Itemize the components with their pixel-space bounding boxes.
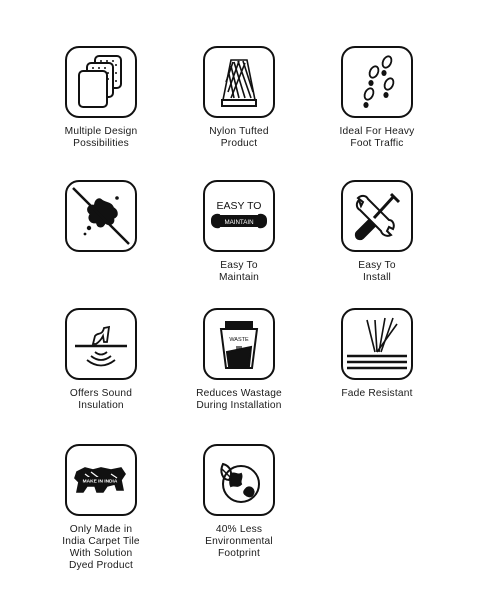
no-stain-icon [65,180,137,252]
label-line: Product [220,138,258,149]
label-line: Environmental [205,536,273,547]
label-line: Multiple Design [64,126,138,137]
label-line: Maintain [218,272,260,283]
feature-label [26,524,176,572]
feature-label [302,388,452,400]
label-line: With Solution [69,548,133,559]
label-line: Install [362,272,391,283]
waste-bin-icon [203,308,275,380]
feature-label [164,524,314,560]
feature-sound-insulation [26,308,176,412]
wrench-maintain-icon [203,180,275,252]
tools-icon [341,180,413,252]
feature-easy-install [302,180,452,284]
label-line: Footprint [217,548,260,559]
label-line: Ideal For Heavy [339,126,415,137]
label-line: Possibilities [73,138,129,149]
feature-label [26,126,176,150]
label-line: Foot Traffic [350,138,404,149]
feature-stain-resistant [26,180,176,252]
feature-label [302,126,452,150]
label-line: Dyed Product [68,560,134,571]
eco-globe-icon [203,444,275,516]
label-line: Easy To [358,260,396,271]
feature-nylon-tufted [164,46,314,150]
feature-multiple-design [26,46,176,150]
yarn-cone-icon [203,46,275,118]
label-line: During Installation [196,400,282,411]
feature-label [164,388,314,412]
label-line: Nylon Tufted [209,126,269,137]
label-line: Insulation [78,400,124,411]
label-line: Easy To [220,260,258,271]
bin-label-text: WASTE [229,337,249,343]
footprints-icon [341,46,413,118]
label-line: India Carpet Tile [62,536,140,547]
badge-top-text: EASY TO [216,200,262,212]
feature-label [302,260,452,284]
feature-reduces-wastage [164,308,314,412]
badge-bottom-text: MAINTAIN [224,219,254,226]
feature-made-in-india [26,444,176,572]
label-line: Only Made in [69,524,133,535]
lion-badge-text: MAKE IN INDIA [82,479,118,485]
fade-resistant-icon [341,308,413,380]
label-line: Offers Sound [69,388,133,399]
feature-heavy-foot-traffic [302,46,452,150]
feature-label [164,260,314,284]
label-line: Reduces Wastage [196,388,282,399]
feature-less-footprint [164,444,314,560]
feature-label [26,388,176,412]
sound-insulation-icon [65,308,137,380]
feature-fade-resistant [302,308,452,400]
label-line: Fade Resistant [341,388,413,399]
feature-label [164,126,314,150]
label-line: 40% Less [215,524,263,535]
layered-tiles-icon [65,46,137,118]
make-in-india-lion-icon [65,444,137,516]
feature-easy-maintain [164,180,314,284]
